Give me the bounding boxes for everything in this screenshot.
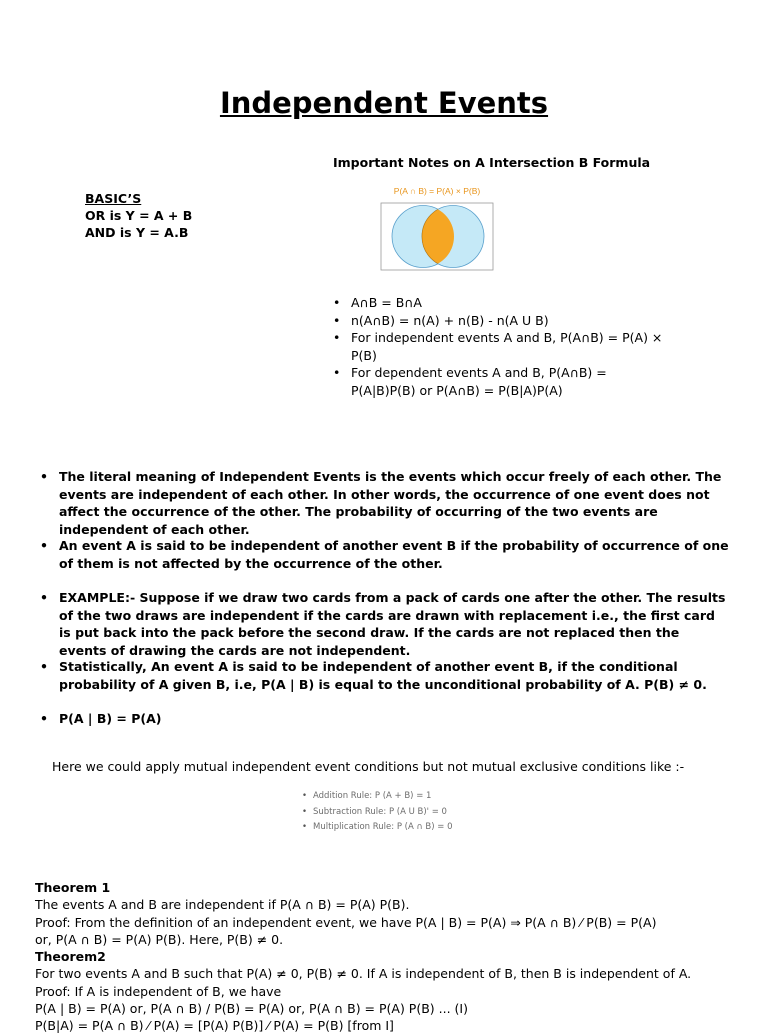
bullet-definition bbox=[40, 537, 730, 572]
bullet-text: EXAMPLE:- Suppose if we draw two cards from a pack of cards one after the other. The results of the two draws are independent if the cards are drawn with replacement i.e., the first card is put back into the pack before the second draw. If the cards are not replaced then the events of drawing the cards are not independent. bbox=[59, 590, 726, 658]
theorem-2-line: For two events A and B such that P(A) ≠ 0, P(B) ≠ 0. If A is independent of B, then B is independent of A. bbox=[35, 966, 692, 982]
theorem-2-line: Proof: If A is independent of B, we have bbox=[35, 983, 282, 999]
theorem-2-heading: Theorem2 bbox=[35, 949, 106, 965]
bullet-dot: • bbox=[40, 590, 48, 605]
property-item: • A∩B = B∩A bbox=[333, 294, 663, 312]
bullet-text: An event A is said to be independent of another event B if the probability of occurrence of one of them is not affected by the occurrence of the other. bbox=[59, 538, 729, 571]
bullet-formula bbox=[40, 710, 730, 728]
notes-heading: Important Notes on A Intersection B Formula bbox=[333, 155, 651, 170]
theorem-1-line: The events A and B are independent if P(A ∩ B) = P(A) P(B). bbox=[35, 897, 410, 913]
bullet-text: Statistically, An event A is said to be independent of another event B, if the conditional probability of A given B, i.e, P(A | B) is equal to the unconditional probability of A. P(B) ≠ 0. bbox=[59, 659, 707, 692]
subtraction-rule: • Subtraction Rule: P (A U B)' = 0 bbox=[302, 805, 453, 821]
basics-or-line: OR is Y = A + B bbox=[85, 208, 193, 223]
theorem-2-line: P(B|A) = P(A ∩ B) ⁄ P(A) = [P(A) P(B)] ⁄ P(A) = P(B) [from I] bbox=[35, 1018, 394, 1034]
basics-block bbox=[85, 190, 192, 241]
addition-rule: • Addition Rule: P (A + B) = 1 bbox=[302, 789, 453, 805]
theorems-section bbox=[35, 879, 735, 1035]
theorem-2-line: P(A | B) = P(A) or, P(A ∩ B) / P(B) = P(A) or, P(A ∩ B) = P(A) P(B) ... (I) bbox=[35, 1001, 468, 1017]
bullet-dot: • bbox=[40, 659, 48, 674]
basics-and-line: AND is Y = A.B bbox=[85, 225, 189, 240]
property-item: • For independent events A and B, P(A∩B) = P(A) × P(B) bbox=[333, 329, 663, 364]
theorem-1-line: or, P(A ∩ B) = P(A) P(B). Here, P(B) ≠ 0. bbox=[35, 931, 284, 947]
bullet-text: P(A | B) = P(A) bbox=[59, 711, 162, 726]
rules-list bbox=[302, 789, 453, 836]
venn-caption: P(A ∩ B) = P(A) × P(B) bbox=[393, 186, 481, 196]
page-title: Independent Events bbox=[219, 86, 549, 120]
venn-diagram bbox=[378, 184, 496, 274]
properties-list bbox=[333, 294, 663, 399]
multiplication-rule: • Multiplication Rule: P (A ∩ B) = 0 bbox=[302, 820, 453, 836]
bullet-text: The literal meaning of Independent Events is the events which occur freely of each other. The events are independent of each other. In other words, the occurrence of one event does not affect the occurrence of the other. The probability of occurring of the two events are independent of each other. bbox=[59, 469, 722, 537]
bullet-dot: • bbox=[40, 538, 48, 553]
theorem-1-line: Proof: From the definition of an independent event, we have P(A | B) = P(A) ⇒ P(A ∩ B) ⁄ P(B) = P(A) bbox=[35, 914, 657, 930]
bullet-literal-meaning bbox=[40, 468, 730, 538]
mutual-conditions-note: Here we could apply mutual independent event conditions but not mutual exclusive conditions like :- bbox=[52, 759, 685, 774]
basics-heading: BASIC’S bbox=[85, 191, 142, 206]
bullet-dot: • bbox=[40, 711, 48, 726]
bullet-statistically bbox=[40, 658, 730, 693]
bullet-dot: • bbox=[40, 469, 48, 484]
property-item: • For dependent events A and B, P(A∩B) = P(A|B)P(B) or P(A∩B) = P(B|A)P(A) bbox=[333, 364, 663, 399]
bullet-example bbox=[40, 589, 730, 659]
theorem-1-heading: Theorem 1 bbox=[35, 880, 111, 895]
property-item: • n(A∩B) = n(A) + n(B) - n(A U B) bbox=[333, 312, 663, 330]
